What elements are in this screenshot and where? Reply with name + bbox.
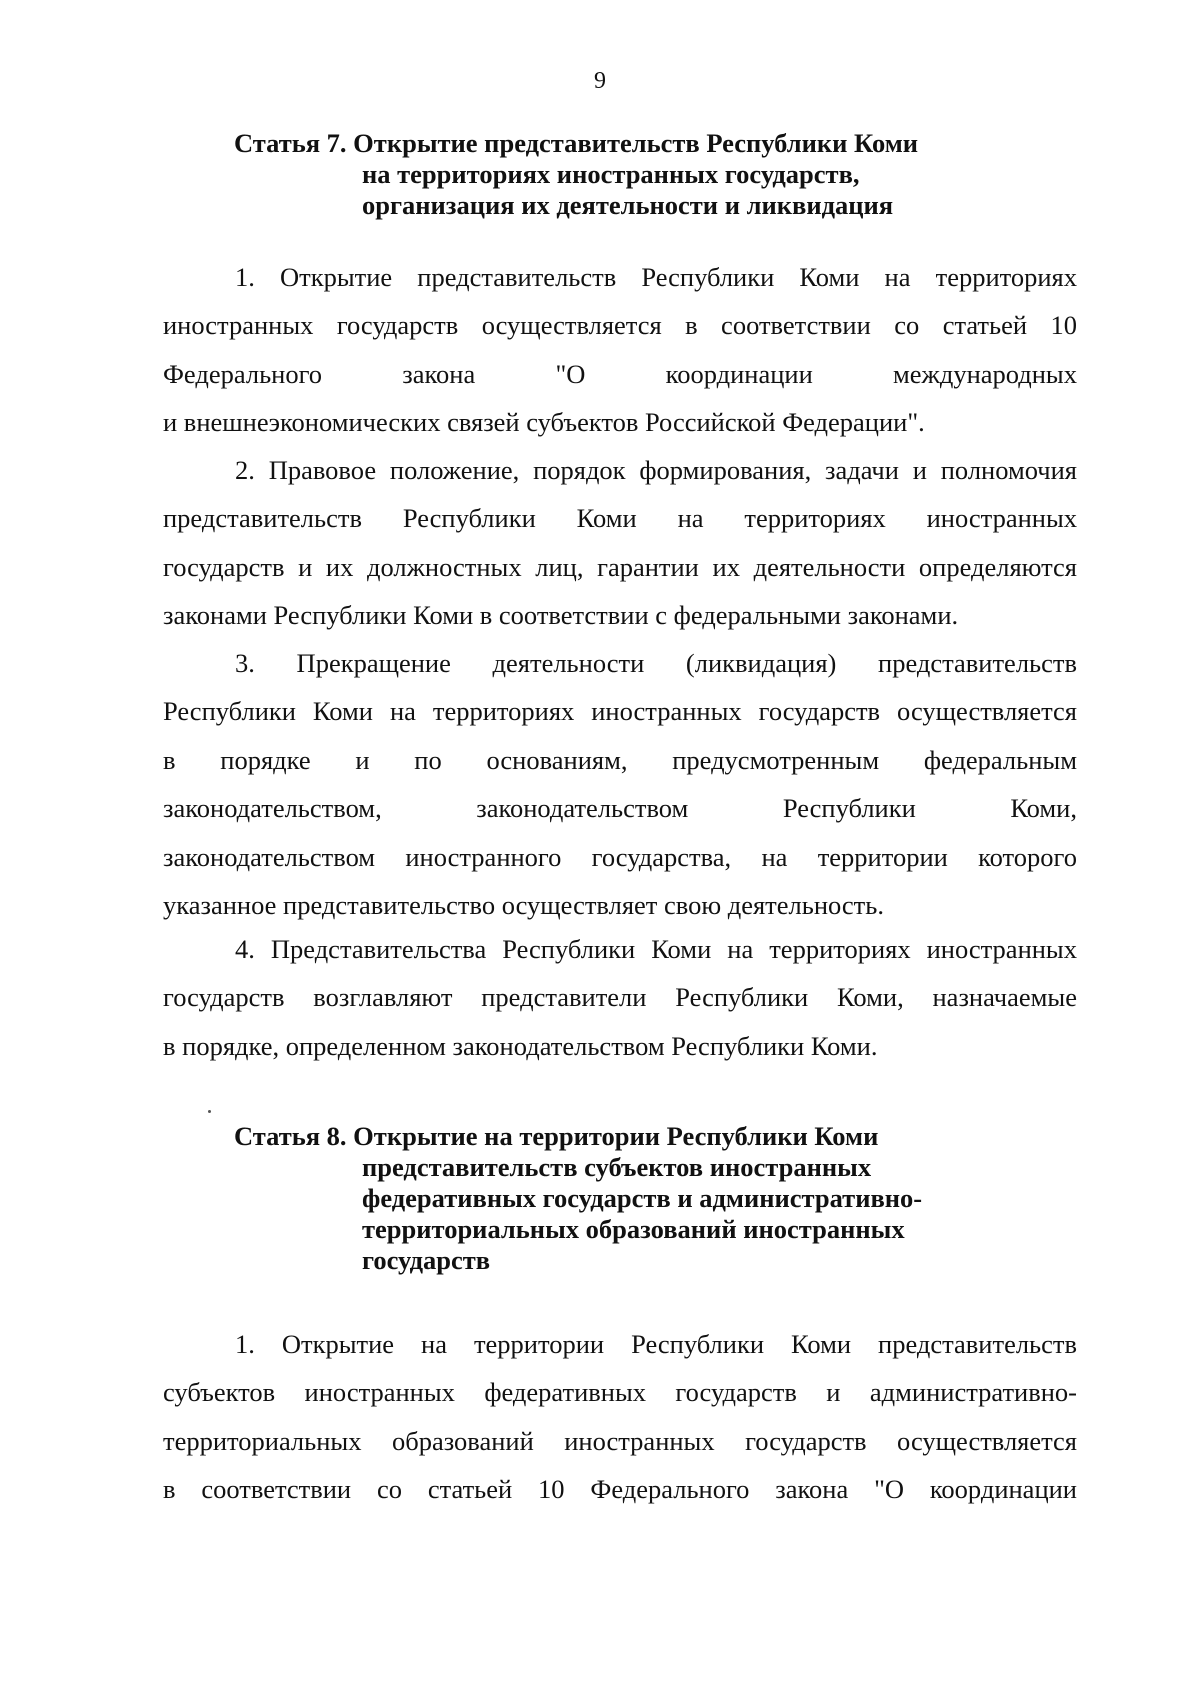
article-8-heading-line: государств (362, 1245, 491, 1275)
article-7-heading-line: на территориях иностранных государств, (362, 159, 860, 189)
article-8-heading-line: Статья 8. Открытие на территории Республики Коми (234, 1121, 879, 1151)
scan-speck (208, 1110, 211, 1113)
paragraph-line: 1. Открытие на территории Республики Коми представительств (235, 1329, 1077, 1359)
paragraph-line: 1. Открытие представительств Республики Коми на территориях (235, 262, 1077, 292)
paragraph-line: в порядке и по основаниям, предусмотренным федеральным (163, 744, 1077, 775)
paragraph-line: законодательством иностранного государства, на территории которого (163, 841, 1077, 872)
paragraph-line: законодательством, законодательством Республики Коми, (163, 793, 1077, 824)
paragraph-line: государств возглавляют представители Республики Коми, назначаемые (163, 982, 1077, 1013)
page-number: 9 (594, 68, 606, 94)
paragraph-line: указанное представительство осуществляет свою деятельность. (163, 890, 884, 921)
paragraph-line: территориальных образований иностранных государств осуществляется (163, 1425, 1077, 1456)
paragraph-line: субъектов иностранных федеративных государств и административно- (163, 1377, 1077, 1408)
article-8-heading (234, 1121, 922, 1276)
article-7-heading (234, 128, 918, 221)
article-7-heading-line: Статья 7. Открытие представительств Республики Коми (234, 128, 919, 158)
article-7-paragraph-3 (163, 639, 1077, 929)
article-7-paragraph-1 (163, 253, 1077, 447)
paragraph-line: 2. Правовое положение, порядок формирования, задачи и полномочия (235, 455, 1077, 485)
paragraph-line: 4. Представительства Республики Коми на территориях иностранных (235, 934, 1077, 964)
paragraph-line: государств и их должностных лиц, гарантии их деятельности определяются (163, 551, 1077, 582)
article-8-heading-line: федеративных государств и административно- (362, 1183, 923, 1213)
paragraph-line: законами Республики Коми в соответствии с федеральными законами. (163, 600, 959, 631)
article-8-heading-line: территориальных образований иностранных (362, 1214, 905, 1244)
paragraph-line: и внешнеэкономических связей субъектов Российской Федерации". (163, 407, 925, 438)
paragraph-line: Федерального закона "О координации международных (163, 358, 1077, 389)
paragraph-line: Республики Коми на территориях иностранных государств осуществляется (163, 696, 1077, 727)
paragraph-line: 3. Прекращение деятельности (ликвидация) представительств (235, 648, 1077, 678)
paragraph-line: в порядке, определенном законодательством Республики Коми. (163, 1030, 878, 1061)
paragraph-line: представительств Республики Коми на территориях иностранных (163, 503, 1077, 534)
article-7-paragraph-4 (163, 925, 1077, 1070)
paragraph-line: иностранных государств осуществляется в соответствии со статьей 10 (163, 310, 1077, 341)
article-7-heading-line: организация их деятельности и ликвидация (362, 190, 894, 220)
paragraph-line: в соответствии со статьей 10 Федерального закона "О координации (163, 1474, 1077, 1505)
article-8-paragraph-1 (163, 1320, 1077, 1514)
article-7-paragraph-2 (163, 446, 1077, 640)
article-8-heading-line: представительств субъектов иностранных (362, 1152, 872, 1182)
